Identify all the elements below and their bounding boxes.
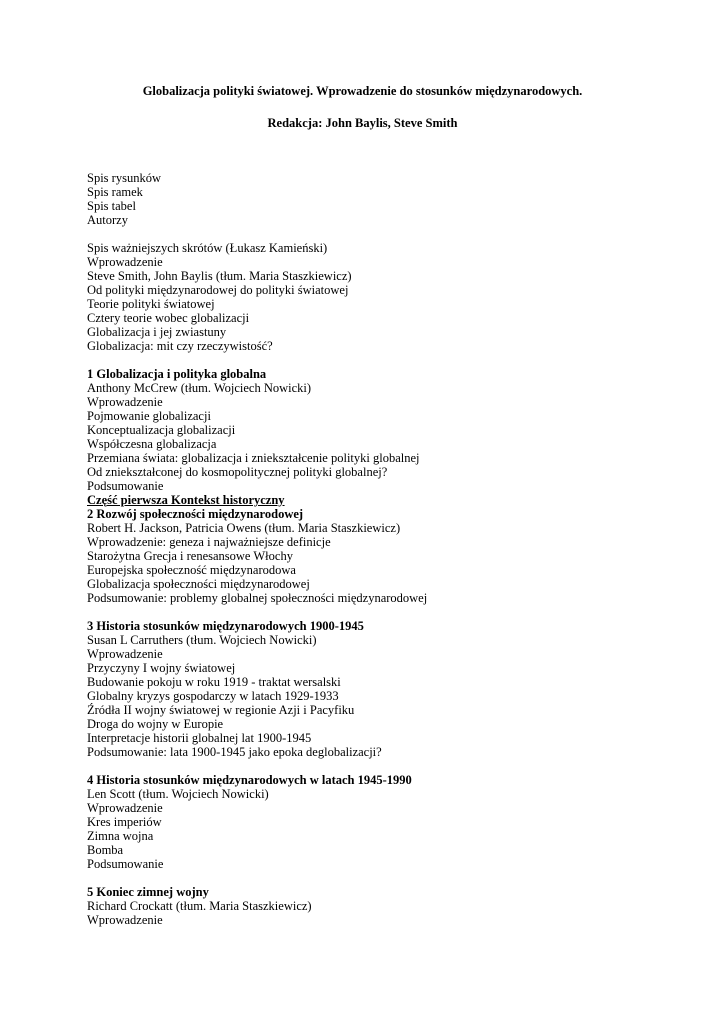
toc-entry: Wprowadzenie: [87, 913, 163, 927]
toc-entry: Podsumowanie: [87, 857, 164, 871]
toc-entry: Kres imperiów: [87, 815, 162, 829]
toc-entry: Steve Smith, John Baylis (tłum. Maria Staszkiewicz): [87, 269, 352, 283]
toc-entry: Spis ramek: [87, 185, 143, 199]
toc-entry: Globalny kryzys gospodarczy w latach 1929-1933: [87, 689, 339, 703]
toc-entry: Autorzy: [87, 213, 128, 227]
toc-entry: Interpretacje historii globalnej lat 1900-1945: [87, 731, 312, 745]
toc-entry: Zimna wojna: [87, 829, 154, 843]
chapter-4: [87, 773, 687, 871]
document-title: Globalizacja polityki światowej. Wprowadzenie do stosunków międzynarodowych.: [142, 84, 583, 98]
toc-entry: Od polityki międzynarodowej do polityki światowej: [87, 283, 349, 297]
chapter-5: [87, 885, 687, 927]
toc-entry: Globalizacja i jej zwiastuny: [87, 325, 227, 339]
toc-entry: Anthony McCrew (tłum. Wojciech Nowicki): [87, 381, 312, 395]
toc-entry: Przyczyny I wojny światowej: [87, 661, 236, 675]
toc-entry: Globalizacja: mit czy rzeczywistość?: [87, 339, 273, 353]
toc-entry: Wprowadzenie: [87, 801, 163, 815]
chapter-heading: 4 Historia stosunków międzynarodowych w latach 1945-1990: [87, 773, 412, 787]
toc-entry: Cztery teorie wobec globalizacji: [87, 311, 250, 325]
toc-entry: Europejska społeczność międzynarodowa: [87, 563, 296, 577]
toc-entry: Robert H. Jackson, Patricia Owens (tłum. Maria Staszkiewicz): [87, 521, 401, 535]
spacer: [87, 871, 687, 885]
toc-entry: Spis tabel: [87, 199, 136, 213]
spacer: [87, 605, 687, 619]
chapter-3: [87, 619, 687, 759]
toc-entry: Budowanie pokoju w roku 1919 - traktat wersalski: [87, 675, 341, 689]
toc-entry: Spis rysunków: [87, 171, 161, 185]
toc-entry: Starożytna Grecja i renesansowe Włochy: [87, 549, 293, 563]
toc-entry: Teorie polityki światowej: [87, 297, 215, 311]
toc-entry: Susan L Carruthers (tłum. Wojciech Nowicki): [87, 633, 317, 647]
toc-entry: Wprowadzenie: [87, 255, 163, 269]
toc-entry: Wprowadzenie: geneza i najważniejsze definicje: [87, 535, 331, 549]
spacer: [87, 353, 687, 367]
toc-entry: Wprowadzenie: [87, 395, 163, 409]
toc-entry: Podsumowanie: [87, 479, 164, 493]
intro-list: [87, 241, 687, 353]
chapter-2: [87, 507, 687, 605]
toc-entry: Droga do wojny w Europie: [87, 717, 224, 731]
chapter-heading: 1 Globalizacja i polityka globalna: [87, 367, 267, 381]
toc-entry: Len Scott (tłum. Wojciech Nowicki): [87, 787, 269, 801]
toc-entry: Od zniekształconej do kosmopolitycznej polityki globalnej?: [87, 465, 388, 479]
toc-entry: Przemiana świata: globalizacja i zniekształcenie polityki globalnej: [87, 451, 420, 465]
toc-entry: Wprowadzenie: [87, 647, 163, 661]
toc-entry: Spis ważniejszych skrótów (Łukasz Kamieński): [87, 241, 328, 255]
part-heading: Część pierwsza Kontekst historyczny: [87, 493, 285, 507]
toc-entry: Podsumowanie: lata 1900-1945 jako epoka deglobalizacji?: [87, 745, 382, 759]
chapter-heading: 3 Historia stosunków międzynarodowych 1900-1945: [87, 619, 364, 633]
chapter-heading: 2 Rozwój społeczności międzynarodowej: [87, 507, 304, 521]
chapter-1: [87, 367, 687, 493]
chapter-heading: 5 Koniec zimnej wojny: [87, 885, 209, 899]
document-editors: Redakcja: John Baylis, Steve Smith: [267, 116, 458, 130]
table-of-contents: [87, 171, 687, 927]
spacer: [87, 227, 687, 241]
toc-entry: Źródła II wojny światowej w regionie Azji i Pacyfiku: [87, 703, 355, 717]
spacer: [87, 759, 687, 773]
toc-entry: Richard Crockatt (tłum. Maria Staszkiewicz): [87, 899, 312, 913]
toc-entry: Podsumowanie: problemy globalnej społeczności międzynarodowej: [87, 591, 428, 605]
toc-entry: Konceptualizacja globalizacji: [87, 423, 236, 437]
toc-entry: Globalizacja społeczności międzynarodowej: [87, 577, 310, 591]
front-matter-list: [87, 171, 687, 227]
toc-entry: Bomba: [87, 843, 124, 857]
toc-entry: Pojmowanie globalizacji: [87, 409, 211, 423]
toc-entry: Współczesna globalizacja: [87, 437, 217, 451]
